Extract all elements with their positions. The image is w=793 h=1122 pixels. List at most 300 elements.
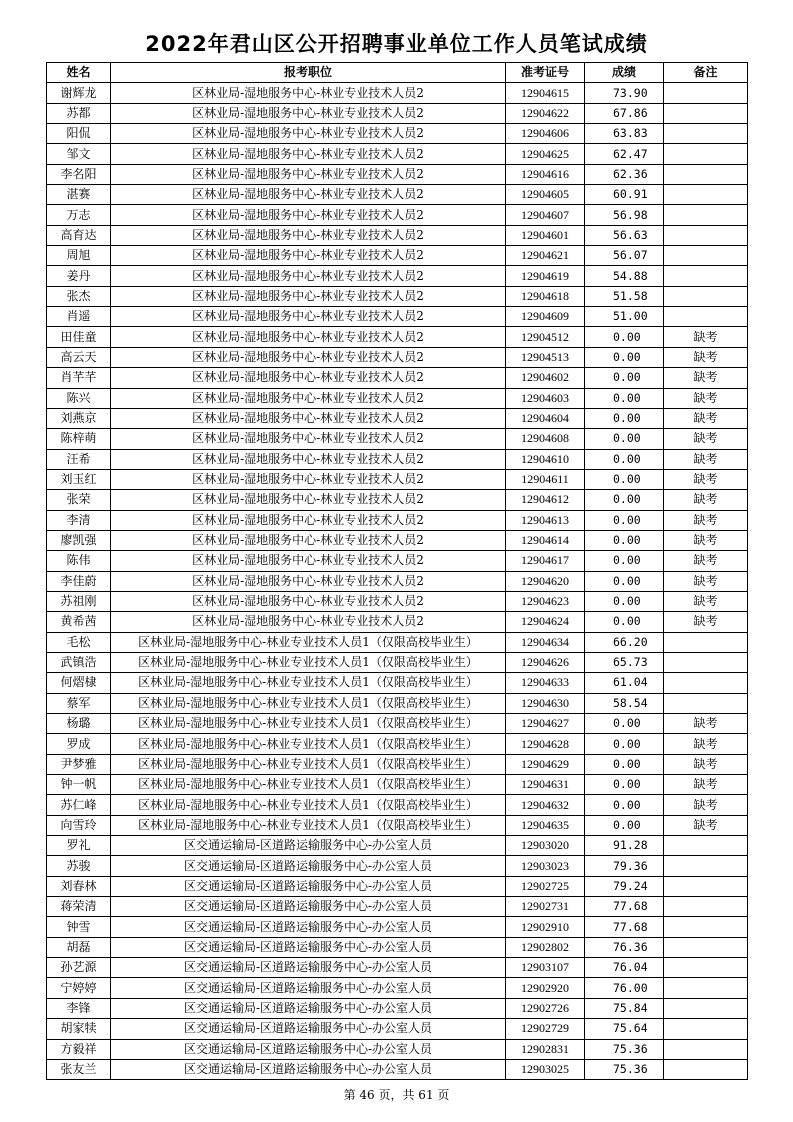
cell-score: 0.00: [585, 449, 664, 469]
cell-ticket-number: 12904618: [506, 286, 585, 306]
cell-score: 62.47: [585, 144, 664, 164]
cell-remark: [664, 673, 748, 693]
cell-ticket-number: 12904628: [506, 734, 585, 754]
cell-remark: [664, 978, 748, 998]
cell-position: 区林业局-湿地服务中心-林业专业技术人员1（仅限高校毕业生）: [111, 734, 506, 754]
cell-position: 区林业局-湿地服务中心-林业专业技术人员2: [111, 469, 506, 489]
cell-position: 区交通运输局-区道路运输服务中心-办公室人员: [111, 897, 506, 917]
cell-remark: [664, 1019, 748, 1039]
cell-position: 区林业局-湿地服务中心-林业专业技术人员2: [111, 103, 506, 123]
cell-position: 区林业局-湿地服务中心-林业专业技术人员2: [111, 307, 506, 327]
cell-remark: 缺考: [664, 408, 748, 428]
cell-name: 谢辉龙: [47, 83, 111, 103]
cell-ticket-number: 12904613: [506, 510, 585, 530]
cell-position: 区林业局-湿地服务中心-林业专业技术人员2: [111, 571, 506, 591]
cell-ticket-number: 12904608: [506, 429, 585, 449]
cell-remark: 缺考: [664, 775, 748, 795]
cell-ticket-number: 12904632: [506, 795, 585, 815]
table-row: [47, 1039, 748, 1059]
cell-remark: [664, 652, 748, 672]
table-row: [47, 978, 748, 998]
cell-ticket-number: 12904625: [506, 144, 585, 164]
table-row: [47, 754, 748, 774]
cell-score: 0.00: [585, 612, 664, 632]
cell-name: 湛赛: [47, 185, 111, 205]
cell-score: 0.00: [585, 571, 664, 591]
cell-remark: [664, 124, 748, 144]
cell-name: 苏祖刚: [47, 591, 111, 611]
cell-ticket-number: 12904622: [506, 103, 585, 123]
cell-name: 向雪玲: [47, 815, 111, 835]
cell-score: 75.84: [585, 998, 664, 1018]
table-row: [47, 917, 748, 937]
cell-score: 0.00: [585, 815, 664, 835]
cell-score: 0.00: [585, 368, 664, 388]
table-row: [47, 185, 748, 205]
cell-position: 区林业局-湿地服务中心-林业专业技术人员1（仅限高校毕业生）: [111, 652, 506, 672]
cell-name: 钟雪: [47, 917, 111, 937]
table-row: [47, 998, 748, 1018]
cell-ticket-number: 12902920: [506, 978, 585, 998]
cell-ticket-number: 12904619: [506, 266, 585, 286]
cell-position: 区林业局-湿地服务中心-林业专业技术人员1（仅限高校毕业生）: [111, 673, 506, 693]
cell-position: 区交通运输局-区道路运输服务中心-办公室人员: [111, 958, 506, 978]
cell-remark: [664, 937, 748, 957]
cell-ticket-number: 12904611: [506, 469, 585, 489]
cell-ticket-number: 12904601: [506, 225, 585, 245]
cell-position: 区交通运输局-区道路运输服务中心-办公室人员: [111, 917, 506, 937]
cell-ticket-number: 12904615: [506, 83, 585, 103]
cell-score: 91.28: [585, 836, 664, 856]
cell-score: 56.63: [585, 225, 664, 245]
cell-ticket-number: 12904609: [506, 307, 585, 327]
table-body: [47, 83, 748, 1080]
cell-name: 苏仁峰: [47, 795, 111, 815]
cell-name: 尹梦雅: [47, 754, 111, 774]
cell-name: 李名阳: [47, 164, 111, 184]
cell-remark: 缺考: [664, 327, 748, 347]
cell-remark: [664, 876, 748, 896]
cell-remark: 缺考: [664, 510, 748, 530]
page-title: 2022年君山区公开招聘事业单位工作人员笔试成绩: [145, 32, 648, 56]
cell-ticket-number: 12904605: [506, 185, 585, 205]
cell-score: 0.00: [585, 490, 664, 510]
cell-name: 阳侃: [47, 124, 111, 144]
cell-name: 陈兴: [47, 388, 111, 408]
cell-score: 63.83: [585, 124, 664, 144]
cell-name: 周旭: [47, 246, 111, 266]
cell-position: 区交通运输局-区道路运输服务中心-办公室人员: [111, 1039, 506, 1059]
cell-remark: [664, 693, 748, 713]
cell-score: 0.00: [585, 591, 664, 611]
cell-score: 77.68: [585, 897, 664, 917]
cell-name: 张杰: [47, 286, 111, 306]
cell-remark: 缺考: [664, 551, 748, 571]
cell-ticket-number: 12904607: [506, 205, 585, 225]
cell-score: 0.00: [585, 714, 664, 734]
cell-position: 区林业局-湿地服务中心-林业专业技术人员1（仅限高校毕业生）: [111, 795, 506, 815]
header-position: 报考职位: [111, 63, 506, 83]
table-row: [47, 876, 748, 896]
table-row: [47, 734, 748, 754]
cell-name: 万志: [47, 205, 111, 225]
cell-position: 区林业局-湿地服务中心-林业专业技术人员2: [111, 530, 506, 550]
cell-remark: [664, 307, 748, 327]
cell-score: 79.36: [585, 856, 664, 876]
cell-remark: 缺考: [664, 449, 748, 469]
table-row: [47, 469, 748, 489]
cell-ticket-number: 12902729: [506, 1019, 585, 1039]
cell-position: 区林业局-湿地服务中心-林业专业技术人员1（仅限高校毕业生）: [111, 775, 506, 795]
table-row: [47, 836, 748, 856]
cell-name: 李锋: [47, 998, 111, 1018]
cell-name: 肖芊芊: [47, 368, 111, 388]
cell-remark: 缺考: [664, 530, 748, 550]
cell-remark: [664, 917, 748, 937]
cell-position: 区交通运输局-区道路运输服务中心-办公室人员: [111, 856, 506, 876]
header-ticket-number: 准考证号: [506, 63, 585, 83]
cell-position: 区林业局-湿地服务中心-林业专业技术人员2: [111, 408, 506, 428]
cell-name: 苏都: [47, 103, 111, 123]
cell-position: 区交通运输局-区道路运输服务中心-办公室人员: [111, 998, 506, 1018]
cell-score: 58.54: [585, 693, 664, 713]
cell-position: 区林业局-湿地服务中心-林业专业技术人员2: [111, 205, 506, 225]
table-row: [47, 429, 748, 449]
cell-remark: 缺考: [664, 815, 748, 835]
cell-ticket-number: 12904624: [506, 612, 585, 632]
cell-score: 76.00: [585, 978, 664, 998]
cell-remark: 缺考: [664, 469, 748, 489]
cell-score: 0.00: [585, 408, 664, 428]
cell-name: 杨璐: [47, 714, 111, 734]
cell-position: 区林业局-湿地服务中心-林业专业技术人员2: [111, 612, 506, 632]
cell-score: 60.91: [585, 185, 664, 205]
cell-ticket-number: 12903023: [506, 856, 585, 876]
table-row: [47, 714, 748, 734]
table-row: [47, 388, 748, 408]
table-row: [47, 510, 748, 530]
table-row: [47, 205, 748, 225]
cell-name: 胡家犊: [47, 1019, 111, 1039]
cell-name: 高育达: [47, 225, 111, 245]
cell-name: 毛松: [47, 632, 111, 652]
cell-ticket-number: 12904604: [506, 408, 585, 428]
cell-ticket-number: 12904633: [506, 673, 585, 693]
cell-name: 方毅祥: [47, 1039, 111, 1059]
cell-ticket-number: 12904635: [506, 815, 585, 835]
cell-ticket-number: 12904629: [506, 754, 585, 774]
cell-score: 56.98: [585, 205, 664, 225]
table-row: [47, 856, 748, 876]
cell-remark: [664, 185, 748, 205]
table-row: [47, 368, 748, 388]
cell-name: 李佳蔚: [47, 571, 111, 591]
table-row: [47, 490, 748, 510]
table-row: [47, 225, 748, 245]
cell-position: 区交通运输局-区道路运输服务中心-办公室人员: [111, 1059, 506, 1079]
table-row: [47, 83, 748, 103]
table-row: [47, 530, 748, 550]
cell-score: 67.86: [585, 103, 664, 123]
cell-score: 0.00: [585, 734, 664, 754]
cell-score: 73.90: [585, 83, 664, 103]
cell-ticket-number: 12904626: [506, 652, 585, 672]
cell-position: 区交通运输局-区道路运输服务中心-办公室人员: [111, 978, 506, 998]
table-row: [47, 1019, 748, 1039]
table-row: [47, 347, 748, 367]
table-row: [47, 958, 748, 978]
cell-name: 刘燕京: [47, 408, 111, 428]
cell-remark: 缺考: [664, 429, 748, 449]
cell-position: 区林业局-湿地服务中心-林业专业技术人员2: [111, 591, 506, 611]
cell-score: 56.07: [585, 246, 664, 266]
table-row: [47, 612, 748, 632]
cell-score: 75.64: [585, 1019, 664, 1039]
table-row: [47, 897, 748, 917]
cell-position: 区交通运输局-区道路运输服务中心-办公室人员: [111, 1019, 506, 1039]
cell-score: 77.68: [585, 917, 664, 937]
cell-remark: [664, 998, 748, 1018]
header-remark: 备注: [664, 63, 748, 83]
cell-name: 罗礼: [47, 836, 111, 856]
cell-score: 76.36: [585, 937, 664, 957]
table-row: [47, 266, 748, 286]
cell-name: 肖遥: [47, 307, 111, 327]
cell-position: 区交通运输局-区道路运输服务中心-办公室人员: [111, 937, 506, 957]
cell-remark: 缺考: [664, 612, 748, 632]
cell-score: 0.00: [585, 469, 664, 489]
table-row: [47, 551, 748, 571]
table-row: [47, 1059, 748, 1079]
cell-score: 0.00: [585, 429, 664, 449]
table-row: [47, 815, 748, 835]
cell-name: 苏骏: [47, 856, 111, 876]
table-row: [47, 164, 748, 184]
cell-name: 陈伟: [47, 551, 111, 571]
cell-remark: 缺考: [664, 591, 748, 611]
cell-remark: [664, 103, 748, 123]
cell-position: 区林业局-湿地服务中心-林业专业技术人员1（仅限高校毕业生）: [111, 632, 506, 652]
table-row: [47, 673, 748, 693]
cell-name: 刘玉红: [47, 469, 111, 489]
cell-ticket-number: 12903025: [506, 1059, 585, 1079]
cell-remark: [664, 958, 748, 978]
table-row: [47, 693, 748, 713]
cell-position: 区林业局-湿地服务中心-林业专业技术人员2: [111, 83, 506, 103]
cell-remark: [664, 856, 748, 876]
cell-remark: [664, 144, 748, 164]
cell-ticket-number: 12904614: [506, 530, 585, 550]
cell-ticket-number: 12902726: [506, 998, 585, 1018]
cell-remark: [664, 632, 748, 652]
cell-remark: [664, 836, 748, 856]
cell-position: 区林业局-湿地服务中心-林业专业技术人员1（仅限高校毕业生）: [111, 693, 506, 713]
cell-score: 0.00: [585, 510, 664, 530]
cell-name: 宁婷婷: [47, 978, 111, 998]
cell-position: 区林业局-湿地服务中心-林业专业技术人员2: [111, 510, 506, 530]
cell-remark: [664, 164, 748, 184]
cell-name: 孙艺源: [47, 958, 111, 978]
cell-remark: 缺考: [664, 368, 748, 388]
cell-name: 武镇浩: [47, 652, 111, 672]
cell-score: 0.00: [585, 327, 664, 347]
cell-name: 高云天: [47, 347, 111, 367]
cell-name: 蒋荣清: [47, 897, 111, 917]
cell-position: 区林业局-湿地服务中心-林业专业技术人员2: [111, 246, 506, 266]
cell-name: 姜丹: [47, 266, 111, 286]
cell-ticket-number: 12904610: [506, 449, 585, 469]
table-row: [47, 124, 748, 144]
cell-name: 廖凯强: [47, 530, 111, 550]
score-table: [46, 62, 748, 1080]
cell-remark: 缺考: [664, 734, 748, 754]
cell-ticket-number: 12902910: [506, 917, 585, 937]
table-row: [47, 775, 748, 795]
cell-score: 0.00: [585, 530, 664, 550]
cell-remark: [664, 83, 748, 103]
cell-position: 区林业局-湿地服务中心-林业专业技术人员2: [111, 327, 506, 347]
cell-ticket-number: 12902731: [506, 897, 585, 917]
cell-name: 刘春林: [47, 876, 111, 896]
cell-score: 61.04: [585, 673, 664, 693]
cell-ticket-number: 12903020: [506, 836, 585, 856]
cell-ticket-number: 12904612: [506, 490, 585, 510]
cell-name: 张友兰: [47, 1059, 111, 1079]
page-footer: 第 46 页，共 61 页: [343, 1088, 450, 1102]
cell-score: 65.73: [585, 652, 664, 672]
cell-ticket-number: 12902831: [506, 1039, 585, 1059]
cell-score: 75.36: [585, 1039, 664, 1059]
table-row: [47, 571, 748, 591]
table-row: [47, 795, 748, 815]
table-row: [47, 591, 748, 611]
cell-ticket-number: 12904602: [506, 368, 585, 388]
cell-position: 区林业局-湿地服务中心-林业专业技术人员2: [111, 551, 506, 571]
table-header-row: [47, 63, 748, 83]
cell-position: 区林业局-湿地服务中心-林业专业技术人员2: [111, 225, 506, 245]
cell-remark: [664, 205, 748, 225]
cell-name: 陈梓萌: [47, 429, 111, 449]
cell-name: 邹文: [47, 144, 111, 164]
cell-ticket-number: 12904620: [506, 571, 585, 591]
table-row: [47, 144, 748, 164]
cell-position: 区林业局-湿地服务中心-林业专业技术人员2: [111, 124, 506, 144]
cell-ticket-number: 12904512: [506, 327, 585, 347]
cell-position: 区林业局-湿地服务中心-林业专业技术人员2: [111, 368, 506, 388]
cell-name: 罗成: [47, 734, 111, 754]
cell-position: 区林业局-湿地服务中心-林业专业技术人员2: [111, 164, 506, 184]
cell-score: 0.00: [585, 347, 664, 367]
cell-remark: 缺考: [664, 754, 748, 774]
cell-position: 区交通运输局-区道路运输服务中心-办公室人员: [111, 876, 506, 896]
cell-ticket-number: 12904513: [506, 347, 585, 367]
cell-remark: 缺考: [664, 714, 748, 734]
cell-remark: 缺考: [664, 795, 748, 815]
table-row: [47, 652, 748, 672]
cell-score: 0.00: [585, 551, 664, 571]
cell-score: 0.00: [585, 775, 664, 795]
cell-score: 79.24: [585, 876, 664, 896]
cell-position: 区林业局-湿地服务中心-林业专业技术人员2: [111, 449, 506, 469]
cell-name: 蔡军: [47, 693, 111, 713]
table-row: [47, 307, 748, 327]
cell-ticket-number: 12904631: [506, 775, 585, 795]
table-row: [47, 449, 748, 469]
table-row: [47, 408, 748, 428]
cell-remark: [664, 266, 748, 286]
cell-name: 李清: [47, 510, 111, 530]
table-row: [47, 103, 748, 123]
cell-remark: 缺考: [664, 388, 748, 408]
cell-name: 何熠棣: [47, 673, 111, 693]
cell-score: 51.00: [585, 307, 664, 327]
cell-ticket-number: 12904630: [506, 693, 585, 713]
cell-ticket-number: 12902802: [506, 937, 585, 957]
cell-remark: 缺考: [664, 490, 748, 510]
cell-name: 田佳童: [47, 327, 111, 347]
cell-ticket-number: 12904621: [506, 246, 585, 266]
cell-score: 0.00: [585, 754, 664, 774]
cell-ticket-number: 12903107: [506, 958, 585, 978]
table-row: [47, 327, 748, 347]
cell-position: 区林业局-湿地服务中心-林业专业技术人员2: [111, 388, 506, 408]
cell-position: 区林业局-湿地服务中心-林业专业技术人员2: [111, 347, 506, 367]
cell-score: 0.00: [585, 795, 664, 815]
cell-position: 区林业局-湿地服务中心-林业专业技术人员2: [111, 429, 506, 449]
cell-score: 75.36: [585, 1059, 664, 1079]
cell-ticket-number: 12904617: [506, 551, 585, 571]
cell-position: 区林业局-湿地服务中心-林业专业技术人员1（仅限高校毕业生）: [111, 815, 506, 835]
cell-remark: [664, 1039, 748, 1059]
table-row: [47, 286, 748, 306]
cell-ticket-number: 12904606: [506, 124, 585, 144]
cell-position: 区林业局-湿地服务中心-林业专业技术人员2: [111, 144, 506, 164]
cell-ticket-number: 12904623: [506, 591, 585, 611]
cell-ticket-number: 12904634: [506, 632, 585, 652]
cell-name: 张荣: [47, 490, 111, 510]
cell-remark: [664, 246, 748, 266]
cell-score: 54.88: [585, 266, 664, 286]
cell-position: 区林业局-湿地服务中心-林业专业技术人员2: [111, 266, 506, 286]
cell-position: 区林业局-湿地服务中心-林业专业技术人员2: [111, 185, 506, 205]
cell-name: 钟一帆: [47, 775, 111, 795]
cell-score: 76.04: [585, 958, 664, 978]
table-row: [47, 937, 748, 957]
header-score: 成绩: [585, 63, 664, 83]
cell-ticket-number: 12904627: [506, 714, 585, 734]
cell-remark: [664, 897, 748, 917]
cell-ticket-number: 12902725: [506, 876, 585, 896]
header-name: 姓名: [47, 63, 111, 83]
cell-position: 区林业局-湿地服务中心-林业专业技术人员1（仅限高校毕业生）: [111, 714, 506, 734]
cell-position: 区林业局-湿地服务中心-林业专业技术人员1（仅限高校毕业生）: [111, 754, 506, 774]
cell-remark: 缺考: [664, 571, 748, 591]
cell-position: 区交通运输局-区道路运输服务中心-办公室人员: [111, 836, 506, 856]
cell-position: 区林业局-湿地服务中心-林业专业技术人员2: [111, 286, 506, 306]
cell-position: 区林业局-湿地服务中心-林业专业技术人员2: [111, 490, 506, 510]
cell-ticket-number: 12904603: [506, 388, 585, 408]
cell-name: 胡磊: [47, 937, 111, 957]
table-row: [47, 246, 748, 266]
cell-score: 62.36: [585, 164, 664, 184]
cell-score: 0.00: [585, 388, 664, 408]
cell-score: 51.58: [585, 286, 664, 306]
cell-name: 汪希: [47, 449, 111, 469]
cell-remark: [664, 225, 748, 245]
cell-remark: [664, 286, 748, 306]
cell-name: 黄希茜: [47, 612, 111, 632]
cell-remark: 缺考: [664, 347, 748, 367]
